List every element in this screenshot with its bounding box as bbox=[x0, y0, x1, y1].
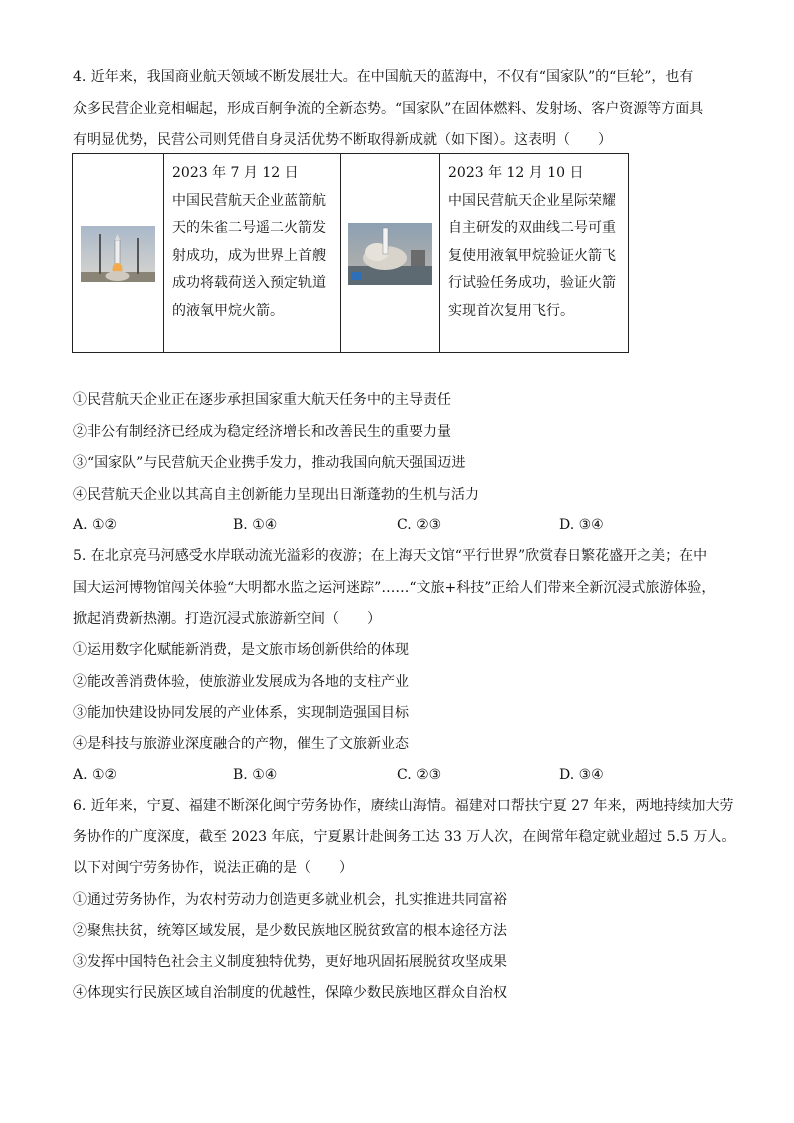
q4-statement-4: ④民营航天企业以其高自主创新能力呈现出日渐蓬勃的生机与活力 bbox=[73, 487, 479, 503]
left-text-line: 的液氧甲烷火箭。 bbox=[172, 302, 284, 319]
q5-statement-2: ②能改善消费体验，使旅游业发展成为各地的支柱产业 bbox=[73, 674, 409, 690]
q5-stem-line-1: 5. 在北京亮马河感受水岸联动流光溢彩的夜游；在上海天文馆“平行世界”欣赏春日繁花盛开之美；在中 bbox=[73, 548, 708, 564]
left-text-line: 射成功，成为世界上首艘 bbox=[172, 247, 326, 264]
q4-options bbox=[73, 515, 733, 535]
q4-table-left-text bbox=[164, 154, 341, 353]
right-text-line: 自主研发的双曲线二号可重 bbox=[448, 220, 616, 236]
q5-option-b[interactable]: B. ①④ bbox=[233, 767, 278, 783]
left-date: 2023 年 7 月 12 日 bbox=[172, 165, 299, 181]
q5-statement-1: ①运用数字化赋能新消费，是文旅市场创新供给的体现 bbox=[73, 642, 409, 658]
q6-statement-1: ①通过劳务协作，为农村劳动力创造更多就业机会，扎实推进共同富裕 bbox=[73, 892, 507, 908]
q4-statement-3: ③“国家队”与民营航天企业携手发力，推动我国向航天强国迈进 bbox=[73, 455, 466, 471]
q4-statement-2: ②非公有制经济已经成为稳定经济增长和改善民生的重要力量 bbox=[73, 424, 451, 440]
left-text-line: 成功将载荷送入预定轨道 bbox=[172, 275, 326, 291]
q4-table-right-text bbox=[440, 154, 629, 353]
rocket-launch-photo-left bbox=[73, 154, 163, 352]
q4-comparison-table bbox=[72, 153, 629, 353]
q4-stem-line-1: 4. 近年来，我国商业航天领域不断发展壮大。在中国航天的蓝海中，不仅有“国家队”的“巨轮”，也有 bbox=[73, 69, 694, 85]
q6-stem-line-2: 务协作的广度深度，截至 2023 年底，宁夏累计赴闽务工达 33 万人次，在闽常年稳定就业超过 5.5 万人。 bbox=[73, 829, 736, 845]
q4-option-b[interactable]: B. ①④ bbox=[233, 517, 278, 533]
right-text-line: 中国民营航天企业星际荣耀 bbox=[448, 192, 616, 209]
q6-statement-3: ③发挥中国特色社会主义制度独特优势，更好地巩固拓展脱贫攻坚成果 bbox=[73, 954, 507, 970]
q5-option-d[interactable]: D. ③④ bbox=[559, 767, 604, 783]
q6-stem-line-3: 以下对闽宁劳务协作，说法正确的是（ ） bbox=[73, 860, 353, 876]
q5-option-c[interactable]: C. ②③ bbox=[397, 767, 442, 783]
left-text-line: 中国民营航天企业蓝箭航 bbox=[172, 192, 326, 209]
q4-option-d[interactable]: D. ③④ bbox=[559, 517, 604, 533]
rocket-photo-cell-left bbox=[73, 154, 164, 353]
q5-stem-line-3: 掀起消费新热潮。打造沉浸式旅游新空间（ ） bbox=[73, 611, 381, 627]
q5-option-a[interactable]: A. ①② bbox=[73, 767, 118, 783]
q4-option-a[interactable]: A. ①② bbox=[73, 517, 118, 533]
rocket-photo-cell-right bbox=[341, 154, 440, 353]
right-date: 2023 年 12 月 10 日 bbox=[448, 165, 584, 181]
q4-statement-1: ①民营航天企业正在逐步承担国家重大航天任务中的主导责任 bbox=[73, 392, 451, 408]
q4-stem-line-3: 有明显优势，民营公司则凭借自身灵活优势不断取得新成就（如下图）。这表明（ ） bbox=[73, 132, 612, 148]
left-text-line: 天的朱雀二号遥二火箭发 bbox=[172, 220, 326, 236]
q4-stem-line-2: 众多民营企业竞相崛起，形成百舸争流的全新态势。“国家队”在固体燃料、发射场、客户资源等方面具 bbox=[73, 101, 704, 117]
q6-statement-2: ②聚焦扶贫，统筹区域发展，是少数民族地区脱贫致富的根本途径方法 bbox=[73, 923, 507, 939]
q6-statement-4: ④体现实行民族区域自治制度的优越性，保障少数民族地区群众自治权 bbox=[73, 985, 507, 1001]
q5-stem-line-2: 国大运河博物馆闯关体验“大明都水监之运河迷踪”……“文旅+科技”正给人们带来全新沉浸式旅游体验， bbox=[73, 580, 716, 596]
q5-statement-4: ④是科技与旅游业深度融合的产物，催生了文旅新业态 bbox=[73, 736, 409, 752]
q5-options bbox=[73, 765, 733, 785]
q5-statement-3: ③能加快建设协同发展的产业体系，实现制造强国目标 bbox=[73, 705, 409, 721]
right-text-line: 实现首次复用飞行。 bbox=[448, 302, 574, 319]
rocket-landing-photo-right bbox=[341, 154, 439, 352]
right-text-line: 复使用液氧甲烷验证火箭飞 bbox=[448, 247, 616, 264]
q6-stem-line-1: 6. 近年来，宁夏、福建不断深化闽宁劳务协作，赓续山海情。福建对口帮扶宁夏 27 年来，两地持续加大劳 bbox=[73, 798, 734, 814]
right-text-line: 行试验任务成功，验证火箭 bbox=[448, 275, 616, 291]
q4-option-c[interactable]: C. ②③ bbox=[397, 517, 442, 533]
